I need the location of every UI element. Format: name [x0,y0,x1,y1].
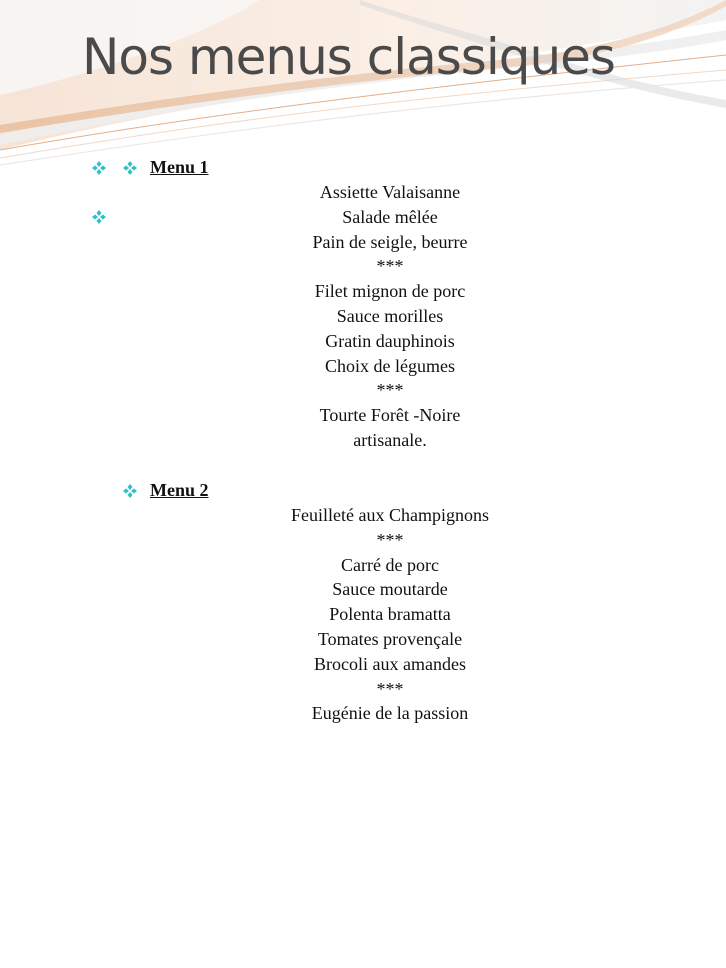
menu-line: Brocoli aux amandes [314,653,466,674]
menu-line: Tomates provençale [317,628,463,649]
diamond-bullet-icon [122,483,138,499]
menu-line: Gratin dauphinois [325,330,455,351]
menu-line: Carré de porc [341,554,439,575]
menu-separator: *** [376,529,404,550]
menu-separator: *** [376,380,404,401]
diamond-bullet-icon [91,209,107,225]
menu-line: Filet mignon de porc [314,281,466,302]
menu-2-items [250,503,530,726]
menu-2-heading: Menu 2 [150,480,209,500]
menu-line: Polenta bramatta [329,604,451,625]
page-title: Nos menus classiques [82,28,615,86]
menu-separator: *** [376,256,404,277]
menu-line: Sauce morilles [336,305,444,326]
menu-line: Choix de légumes [325,355,455,376]
diamond-bullet-icon [91,160,107,176]
menu-1-items [250,180,530,453]
menu-line: Pain de seigle, beurre [312,231,468,252]
menu-separator: *** [376,678,404,699]
menu-line: Feuilleté aux Champignons [291,505,489,525]
menu-line: artisanale. [353,429,427,450]
menu-line: Salade mêlée [342,206,438,227]
menu-line: Eugénie de la passion [311,703,469,724]
menu-1-heading: Menu 1 [150,157,209,177]
diamond-bullet-icon [122,160,138,176]
menu-line: Assiette Valaisanne [319,182,461,202]
menu-line: Tourte Forêt -Noire [319,405,461,426]
menu-line: Sauce moutarde [332,579,448,600]
